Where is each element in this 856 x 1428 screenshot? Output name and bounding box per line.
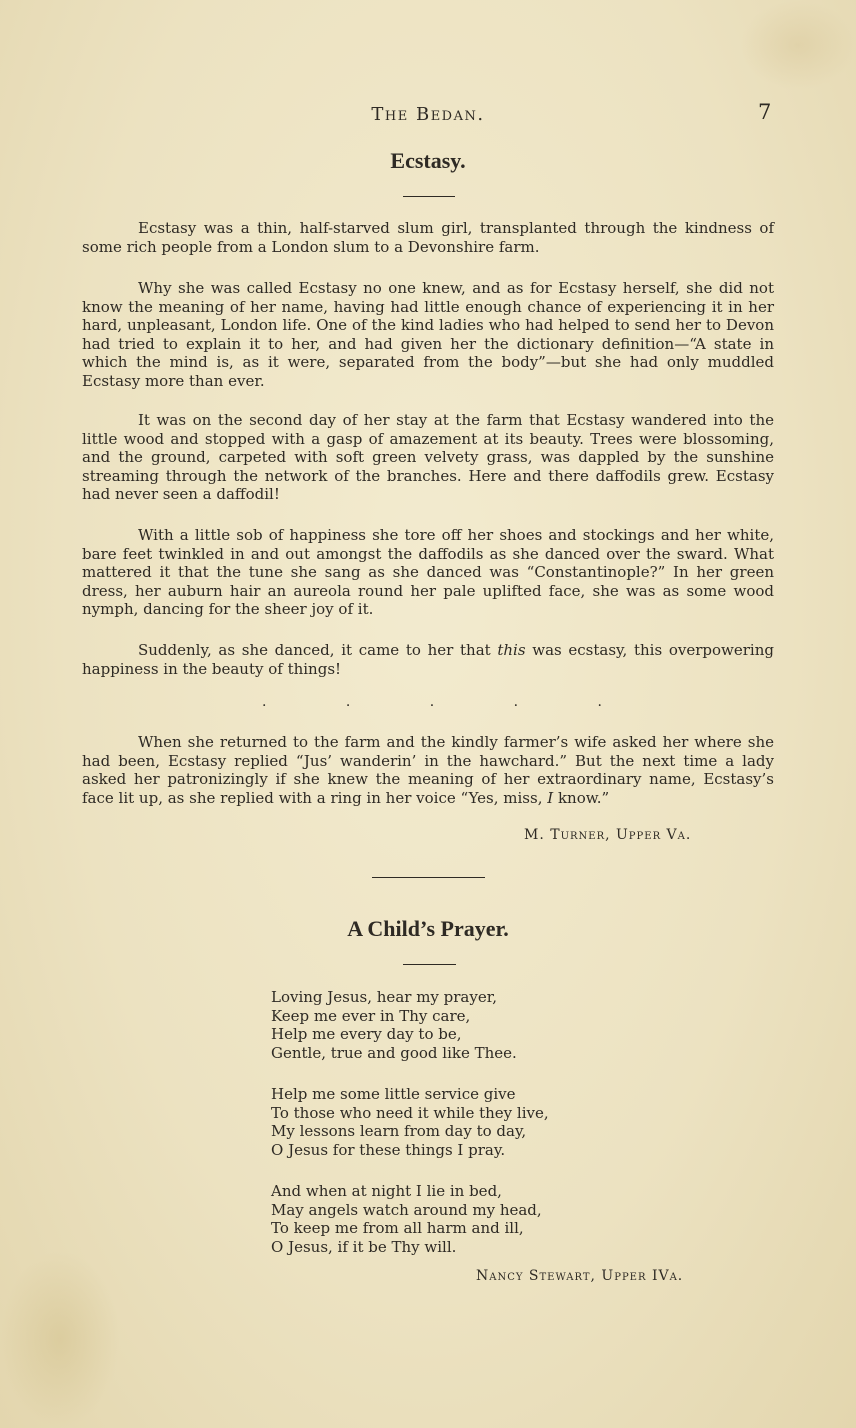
poem-line: Keep me ever in Thy care, <box>271 1006 471 1025</box>
poem-line: O Jesus, if it be Thy will. <box>271 1237 457 1256</box>
poem-line: Help me every day to be, <box>271 1025 462 1044</box>
poem-line: To those who need it while they live, <box>271 1103 549 1122</box>
story-title: Ecstasy. <box>390 148 466 173</box>
poem-line: Gentle, true and good like Thee. <box>271 1043 517 1062</box>
paragraph-text: When she returned to the farm and the kindly farmer’s wife asked her where she had been, Ecstasy replied “Jus’ wanderin’ in the hawchard.” But the next time a lady asked her patronizingly if she knew the meaning of her extraordinary name, Ecstasy’s face lit up, as she replied with a ring in her voice “Yes, miss, <box>82 733 774 807</box>
page-number: 7 <box>758 100 772 124</box>
emphasis-text: I <box>547 788 554 807</box>
paper-stain <box>0 1250 120 1428</box>
poem-line: May angels watch around my head, <box>271 1200 542 1219</box>
poem-line: And when at night I lie in bed, <box>271 1182 502 1200</box>
poem-title: A Child’s Prayer. <box>347 916 509 941</box>
section-rule <box>372 877 485 878</box>
title-rule <box>403 964 456 965</box>
paragraph-text: Suddenly, as she danced, it came to her that <box>138 641 498 659</box>
title-rule <box>403 196 455 197</box>
separator-dot: · <box>262 698 267 714</box>
author-signature: Nancy Stewart, Upper IVa. <box>476 1268 684 1284</box>
poem-stanza <box>271 988 517 1062</box>
section-separator <box>262 698 602 714</box>
poem-stanza <box>271 1085 549 1159</box>
story-paragraph <box>82 733 774 807</box>
separator-dot: · <box>513 698 519 714</box>
separator-dot: · <box>597 698 602 714</box>
story-paragraph: It was on the second day of her stay at the farm that Ecstasy wandered into the little wood and stopped with a gasp of amazement at its beauty. Trees were blossoming, and the ground, carpeted with soft green velvety grass, was dappled by the sunshine streaming through the network of the branches. Here and there daffodils grew. Ecstasy had never seen a daffodil! <box>82 411 774 504</box>
poem-line: Help me some little service give <box>271 1085 516 1103</box>
author-signature: M. Turner, Upper Va. <box>524 827 692 843</box>
paragraph-text: know.” <box>553 788 610 807</box>
paper-stain <box>740 0 856 90</box>
poem-line: My lessons learn from day to day, <box>271 1122 527 1141</box>
story-paragraph: Ecstasy was a thin, half-starved slum girl, transplanted through the kindness of some rich people from a London slum to a Devonshire farm. <box>82 219 774 256</box>
emphasis-text: this <box>497 641 526 659</box>
story-paragraph: Why she was called Ecstasy no one knew, and as for Ecstasy herself, she did not know the meaning of her name, having had little enough chance of experiencing it in her hard, unpleasant, London life. One of the kind ladies who had helped to send her to Devon had tried to explain it to her, and had given her the dictionary definition—“A state in which the mind is, as it were, separated from the body”—but she had only muddled Ecstasy more than ever. <box>82 279 774 390</box>
poem-line: To keep me from all harm and ill, <box>271 1219 524 1238</box>
poem-line: Loving Jesus, hear my prayer, <box>271 988 498 1006</box>
separator-dot: · <box>429 698 435 714</box>
story-paragraph <box>82 641 774 678</box>
paragraph-text: was ecstasy, this overpowering happiness in the beauty of things! <box>82 641 774 678</box>
running-title: The Bedan. <box>371 104 485 125</box>
poem-line: O Jesus for these things I pray. <box>271 1140 506 1159</box>
story-paragraph: With a little sob of happiness she tore off her shoes and stockings and her white, bare feet twinkled in and out amongst the daffodils as she danced over the sward. What mattered it that the tune she sang as she danced was “Constantinople?” In her green dress, her auburn hair an aureola round her pale uplifted face, she was as some wood nymph, dancing for the sheer joy of it. <box>82 526 774 619</box>
poem-stanza <box>271 1182 542 1256</box>
separator-dot: · <box>345 698 351 714</box>
